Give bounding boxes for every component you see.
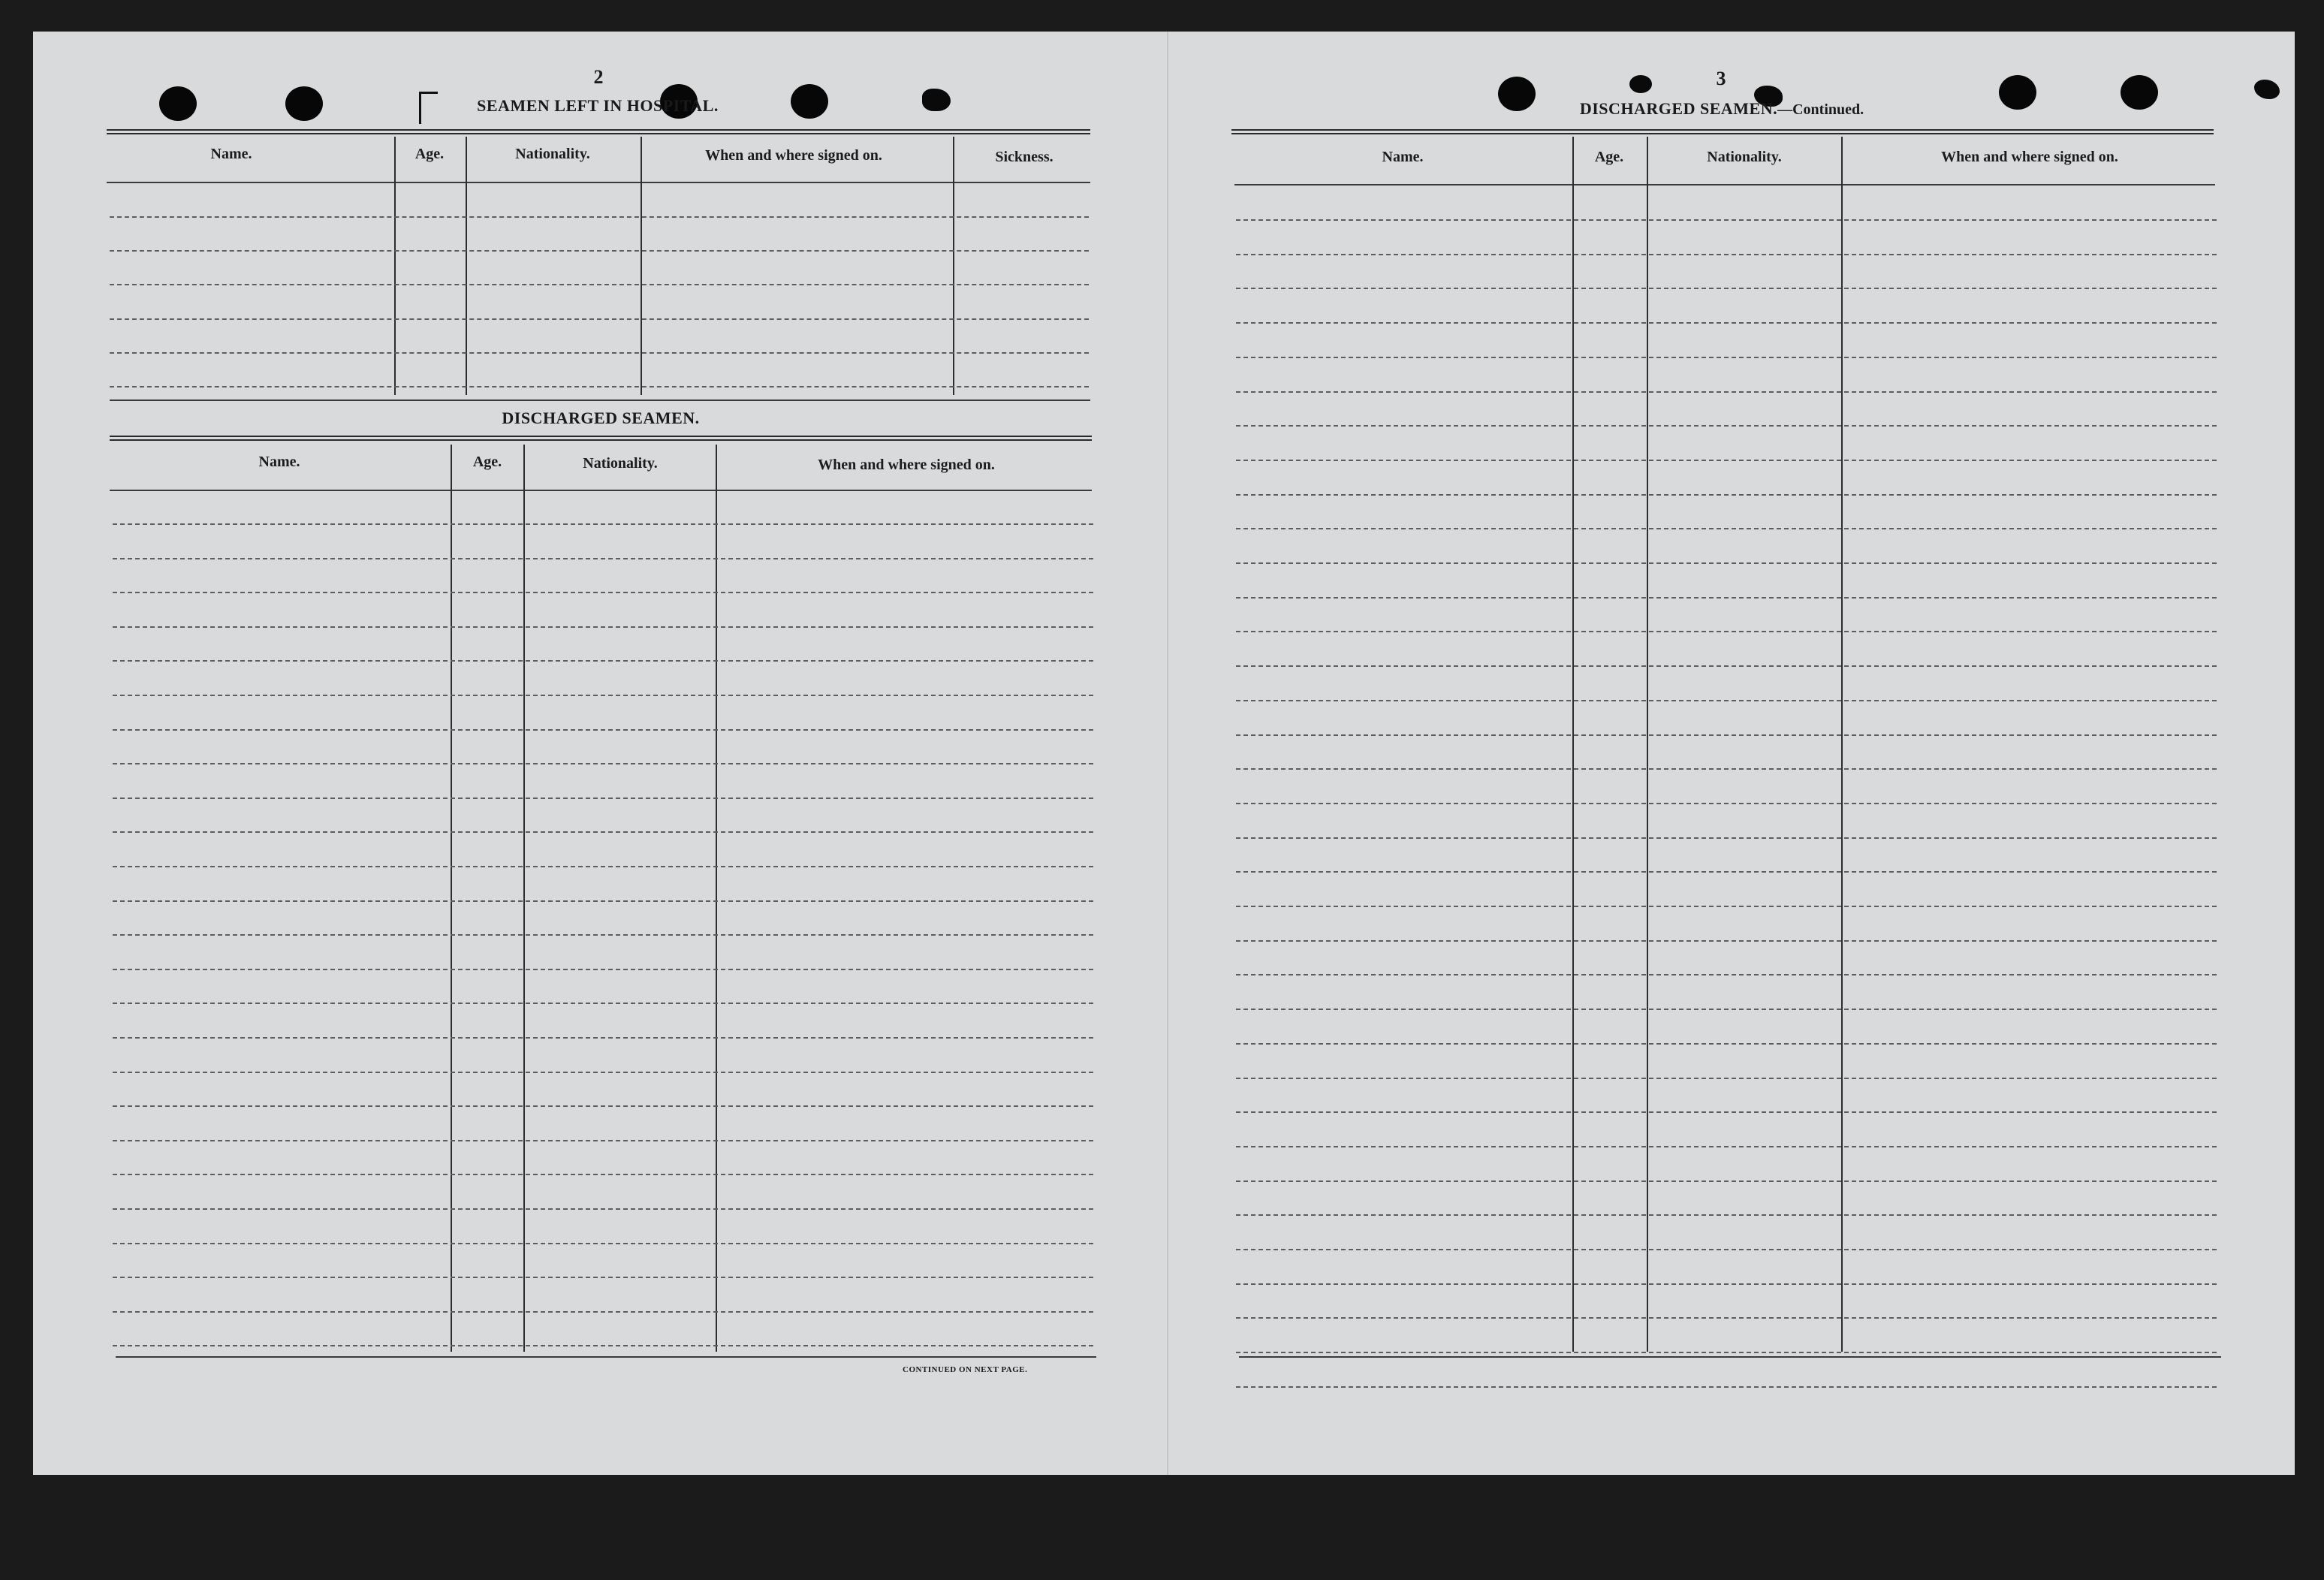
table-row bbox=[1236, 460, 2217, 461]
right-header-rule bbox=[1234, 184, 2215, 185]
table-row bbox=[1236, 734, 2217, 736]
table-row bbox=[113, 1037, 1093, 1039]
handwritten-mark bbox=[419, 92, 438, 124]
right-col-divider bbox=[1841, 137, 1843, 1352]
hospital-col-divider bbox=[466, 137, 467, 395]
table-row bbox=[1236, 1111, 2217, 1113]
hospital-top-rule bbox=[107, 129, 1090, 134]
hospital-col-signed-on: When and where signed on. bbox=[705, 147, 882, 164]
table-row bbox=[110, 216, 1089, 218]
table-row bbox=[1236, 562, 2217, 564]
hospital-col-divider bbox=[953, 137, 954, 395]
table-row bbox=[113, 763, 1093, 764]
hospital-col-divider bbox=[394, 137, 396, 395]
binding-hole bbox=[791, 84, 828, 119]
hospital-col-age: Age. bbox=[414, 146, 445, 162]
table-row bbox=[113, 798, 1093, 799]
table-row bbox=[113, 626, 1093, 628]
table-row bbox=[113, 1003, 1093, 1004]
document-spread bbox=[33, 32, 2295, 1475]
table-row bbox=[110, 386, 1089, 387]
right-title-main: DISCHARGED SEAMEN. bbox=[1579, 99, 1778, 118]
discharged-section-title: DISCHARGED SEAMEN. bbox=[502, 409, 700, 427]
table-row bbox=[113, 1105, 1093, 1107]
table-row bbox=[113, 558, 1093, 559]
table-row bbox=[1236, 700, 2217, 701]
table-row bbox=[1236, 391, 2217, 393]
discharged-col-nationality: Nationality. bbox=[583, 455, 658, 472]
table-row bbox=[1236, 871, 2217, 873]
table-row bbox=[113, 1072, 1093, 1073]
table-row bbox=[113, 900, 1093, 902]
table-row bbox=[1236, 665, 2217, 667]
right-top-rule bbox=[1231, 129, 2214, 134]
binding-hole bbox=[1999, 75, 2036, 110]
page-number-left: 2 bbox=[593, 66, 604, 88]
table-row bbox=[113, 1140, 1093, 1141]
right-col-divider bbox=[1647, 137, 1648, 1352]
table-row bbox=[1236, 1283, 2217, 1285]
table-row bbox=[1236, 494, 2217, 496]
discharged-top-rule bbox=[110, 436, 1092, 441]
hospital-header-rule bbox=[107, 182, 1090, 183]
table-row bbox=[113, 1311, 1093, 1313]
right-col-age: Age. bbox=[1594, 149, 1624, 165]
table-row bbox=[113, 523, 1093, 525]
table-row bbox=[1236, 1317, 2217, 1319]
table-row bbox=[113, 695, 1093, 696]
table-row bbox=[1236, 1352, 2217, 1353]
discharged-col-divider bbox=[523, 445, 525, 1352]
table-row bbox=[1236, 837, 2217, 839]
discharged-col-name: Name. bbox=[258, 454, 300, 470]
discharged-col-age: Age. bbox=[472, 454, 502, 470]
discharged-col-divider bbox=[451, 445, 452, 1352]
continued-note: CONTINUED ON NEXT PAGE. bbox=[903, 1365, 1028, 1374]
table-row bbox=[1236, 803, 2217, 804]
table-row bbox=[1236, 322, 2217, 324]
table-row bbox=[1236, 1009, 2217, 1010]
table-row bbox=[1236, 940, 2217, 942]
table-row bbox=[1236, 219, 2217, 221]
right-bottom-rule bbox=[1239, 1356, 2221, 1358]
table-row bbox=[113, 1243, 1093, 1244]
table-row bbox=[113, 1277, 1093, 1278]
table-row bbox=[113, 831, 1093, 833]
table-row bbox=[113, 1345, 1093, 1346]
hospital-col-nationality: Nationality. bbox=[515, 146, 590, 162]
page-number-right: 3 bbox=[1716, 68, 1726, 89]
table-row bbox=[1236, 1214, 2217, 1216]
table-row bbox=[1236, 1180, 2217, 1182]
ink-blot bbox=[1629, 75, 1652, 93]
table-row bbox=[110, 250, 1089, 252]
discharged-bottom-rule bbox=[116, 1356, 1096, 1358]
center-fold bbox=[1167, 32, 1168, 1475]
table-row bbox=[113, 1174, 1093, 1175]
table-row bbox=[110, 352, 1089, 354]
table-row bbox=[1236, 597, 2217, 599]
right-section-title bbox=[1580, 99, 1864, 119]
hospital-col-divider bbox=[641, 137, 642, 395]
table-row bbox=[110, 284, 1089, 285]
table-row bbox=[113, 866, 1093, 867]
table-row bbox=[1236, 1078, 2217, 1079]
hospital-section-title: SEAMEN LEFT IN HOSPITAL. bbox=[477, 96, 719, 115]
right-col-divider bbox=[1572, 137, 1574, 1352]
table-row bbox=[1236, 288, 2217, 289]
right-col-name: Name. bbox=[1382, 149, 1424, 165]
table-row bbox=[1236, 254, 2217, 255]
hospital-bottom-rule bbox=[110, 400, 1090, 401]
ink-blot bbox=[922, 89, 951, 111]
discharged-col-signed-on: When and where signed on. bbox=[818, 457, 995, 473]
discharged-col-divider bbox=[716, 445, 717, 1352]
table-row bbox=[1236, 768, 2217, 770]
binding-hole bbox=[1498, 77, 1536, 111]
right-col-nationality: Nationality. bbox=[1707, 149, 1782, 165]
binding-hole bbox=[285, 86, 323, 121]
right-title-continued: —Continued. bbox=[1777, 101, 1864, 118]
right-col-signed-on: When and where signed on. bbox=[1941, 149, 2118, 165]
table-row bbox=[1236, 631, 2217, 632]
table-row bbox=[110, 318, 1089, 320]
table-row bbox=[113, 934, 1093, 936]
hospital-col-sickness: Sickness. bbox=[995, 149, 1053, 165]
table-row bbox=[113, 660, 1093, 662]
table-row bbox=[113, 969, 1093, 970]
binding-hole bbox=[2121, 75, 2158, 110]
table-row bbox=[1236, 1386, 2217, 1388]
table-row bbox=[1236, 1043, 2217, 1045]
discharged-header-rule bbox=[110, 490, 1092, 491]
hospital-col-name: Name. bbox=[210, 146, 252, 162]
table-row bbox=[1236, 974, 2217, 975]
binding-hole bbox=[159, 86, 197, 121]
table-row bbox=[1236, 528, 2217, 529]
table-row bbox=[1236, 1146, 2217, 1147]
table-row bbox=[1236, 906, 2217, 907]
table-row bbox=[1236, 1249, 2217, 1250]
table-row bbox=[1236, 357, 2217, 358]
table-row bbox=[113, 592, 1093, 593]
table-row bbox=[113, 1208, 1093, 1210]
table-row bbox=[1236, 425, 2217, 427]
table-row bbox=[113, 729, 1093, 731]
